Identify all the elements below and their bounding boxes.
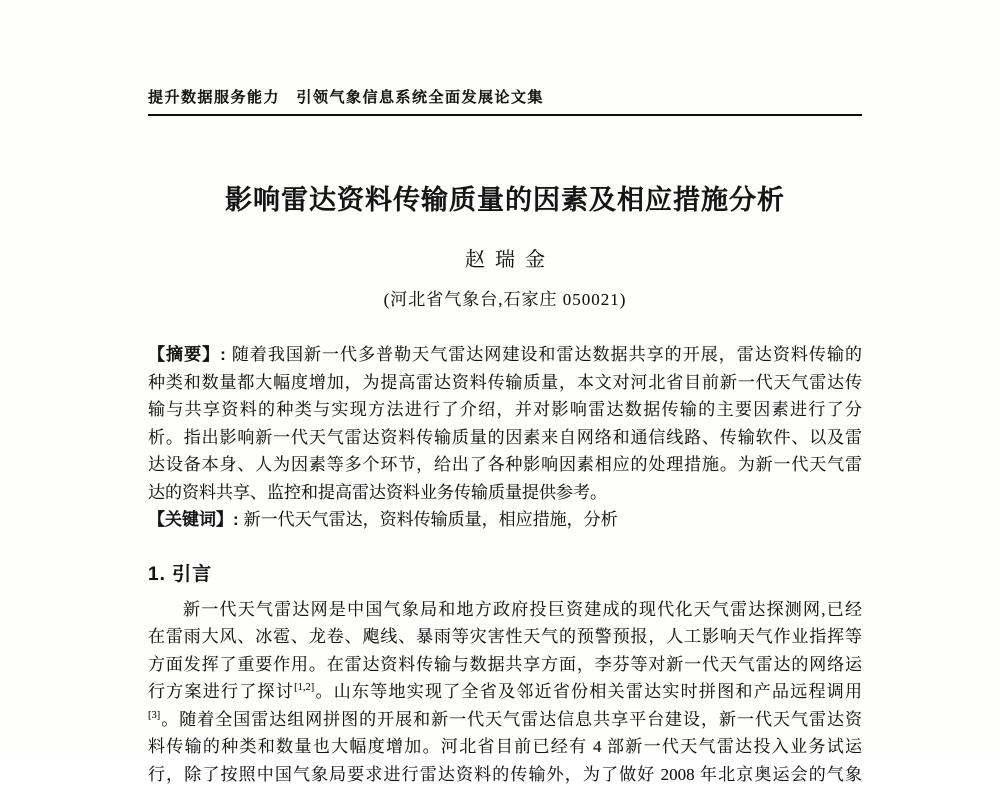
body-text: 行方案进行了探讨 bbox=[148, 682, 295, 701]
body-text: 。山东等地实现了全省及邻近省份相关雷达实时拼图和产品远程调用 bbox=[314, 682, 863, 701]
abstract-line: 种类和数量都大幅度增加，为提高雷达资料传输质量，本文对河北省目前新一代天气雷达传 bbox=[148, 372, 862, 392]
keywords-text: 新一代天气雷达，资料传输质量，相应措施，分析 bbox=[243, 510, 618, 529]
journal-header: 提升数据服务能力 引领气象信息系统全面发展论文集 bbox=[148, 90, 545, 106]
citation-superscript: [1,2] bbox=[294, 682, 315, 693]
citation-superscript: [3] bbox=[148, 709, 161, 721]
body-text: 方面发挥了重要作用。在雷达资料传输与数据共享方面，李芬等对新一代天气雷达的网络运 bbox=[148, 654, 862, 674]
body-text: 。随着全国雷达组网拼图的开展和新一代天气雷达信息共享平台建设，新一代天气雷达资 bbox=[160, 709, 862, 729]
section-heading: 1. 引言 bbox=[148, 563, 213, 585]
keywords-label: 【关键词】: bbox=[148, 510, 239, 529]
header-divider-rule bbox=[148, 114, 862, 116]
abstract-line: 析。指出影响新一代天气雷达资料传输质量的因素来自网络和通信线路、传输软件、以及雷 bbox=[148, 427, 862, 447]
keywords-line bbox=[148, 506, 862, 534]
body-line bbox=[148, 761, 862, 789]
body-text: 料传输的种类和数量也大幅度增加。河北省目前已经有 4 部新一代天气雷达投入业务试运 bbox=[148, 737, 862, 756]
body-text: 新一代天气雷达网是中国气象局和地方政府投巨资建成的现代化天气雷达探测网,已经 bbox=[183, 599, 862, 619]
abstract-line bbox=[148, 341, 862, 369]
paper-title: 影响雷达资料传输质量的因素及相应措施分析 bbox=[225, 185, 785, 215]
body-line bbox=[148, 623, 862, 651]
abstract-label: 【摘要】: bbox=[148, 345, 226, 364]
author-affiliation: (河北省气象台,石家庄 050021) bbox=[383, 290, 627, 309]
body-line bbox=[148, 678, 862, 706]
page-content bbox=[148, 86, 862, 788]
abstract-line: 达的资料共享、监控和提高雷达资料业务传输质量提供参考。 bbox=[148, 482, 607, 502]
body-text: 在雷雨大风、冰雹、龙卷、飑线、暴雨等灾害性天气的预警预报，人工影响天气作业指挥等 bbox=[148, 627, 862, 646]
author-name: 赵瑞金 bbox=[465, 249, 555, 271]
body-line bbox=[148, 733, 862, 761]
body-line bbox=[148, 596, 862, 624]
body-line bbox=[148, 651, 862, 679]
abstract-text: 随着我国新一代多普勒天气雷达网建设和雷达数据共享的开展，雷达资料传输的 bbox=[230, 345, 863, 364]
abstract-line: 输与共享资料的种类与实现方法进行了介绍，并对影响雷达数据传输的主要因素进行了分 bbox=[148, 400, 862, 419]
body-line bbox=[148, 706, 862, 734]
abstract-block bbox=[148, 341, 862, 534]
body-text: 行，除了按照中国气象局要求进行雷达资料的传输外，为了做好 2008 年北京奥运会的气象 bbox=[148, 764, 862, 784]
abstract-line: 达设备本身、人为因素等多个环节，给出了各种影响因素相应的处理措施。为新一代天气雷 bbox=[148, 455, 862, 474]
introduction-paragraph bbox=[148, 596, 862, 789]
